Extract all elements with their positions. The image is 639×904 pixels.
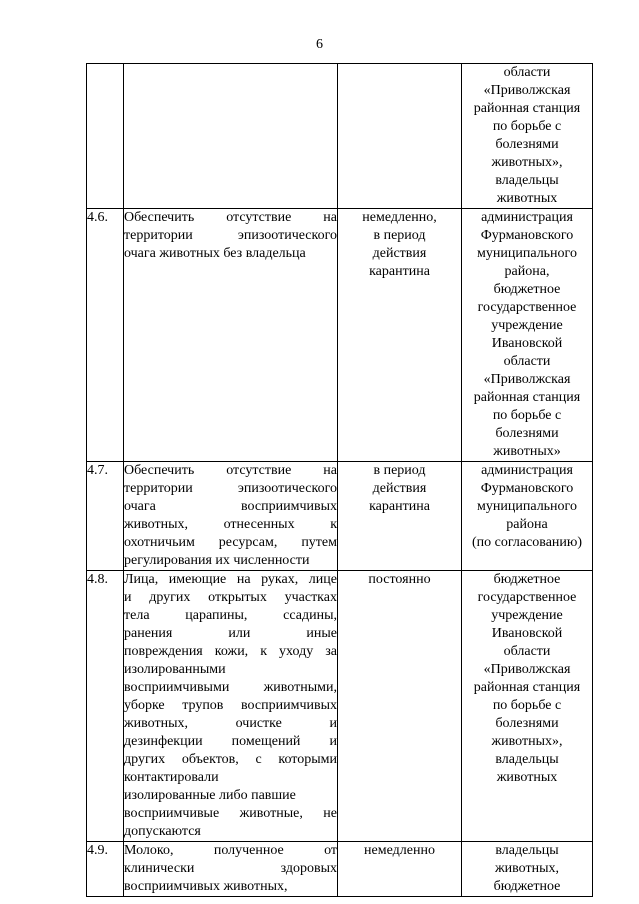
responsible-line: области bbox=[503, 354, 551, 369]
action-line: охотничьим ресурсам, путем bbox=[124, 535, 337, 550]
action-line: восприимчивые животные, не bbox=[124, 806, 337, 821]
action-line: и других открытых участках bbox=[124, 590, 337, 605]
responsible-line: районная станция bbox=[473, 680, 581, 695]
responsible-line: болезнями bbox=[495, 426, 559, 441]
action-line: восприимчивыми животными, bbox=[124, 680, 337, 695]
action-cell bbox=[124, 64, 338, 209]
action-cell bbox=[124, 462, 338, 571]
action-cell bbox=[124, 842, 338, 897]
term-cell bbox=[338, 64, 462, 209]
responsible-line: района, bbox=[504, 264, 550, 279]
responsible-line: Ивановской bbox=[491, 626, 563, 641]
term-cell bbox=[338, 842, 462, 897]
responsible-line: учреждение bbox=[491, 318, 563, 333]
responsible-line: (по согласованию) bbox=[471, 535, 583, 550]
responsible-line: Ивановской bbox=[491, 336, 563, 351]
item-number bbox=[87, 64, 124, 209]
action-cell bbox=[124, 209, 338, 462]
term-line: в период bbox=[373, 463, 426, 478]
action-line: регулирования их численности bbox=[124, 553, 310, 568]
term-line: карантина bbox=[369, 264, 430, 279]
responsible-line: «Приволжская bbox=[483, 372, 571, 387]
responsible-line: по борьбе с bbox=[492, 119, 562, 134]
action-line: дезинфекции помещений и bbox=[124, 734, 337, 749]
action-line: тела царапины, ссадины, bbox=[124, 608, 337, 623]
responsible-line: «Приволжская bbox=[483, 83, 571, 98]
action-cell bbox=[124, 571, 338, 842]
responsible-line: животных bbox=[496, 770, 558, 785]
action-line: допускаются bbox=[124, 824, 201, 839]
responsible-line: болезнями bbox=[495, 137, 559, 152]
responsible-line: животных», bbox=[491, 155, 563, 170]
term-line: постоянно bbox=[368, 572, 431, 587]
responsible-line: районная станция bbox=[473, 101, 581, 116]
item-number: 4.6. bbox=[87, 209, 124, 462]
responsible-line: животных bbox=[496, 191, 558, 206]
action-line: контактировали bbox=[124, 770, 219, 785]
action-line: изолированные либо павшие bbox=[124, 788, 296, 803]
responsible-line: районная станция bbox=[473, 390, 581, 405]
responsible-line: по борьбе с bbox=[492, 408, 562, 423]
item-number: 4.8. bbox=[87, 571, 124, 842]
responsible-line: болезнями bbox=[495, 716, 559, 731]
responsible-line: администрация bbox=[481, 210, 573, 225]
responsible-line: Фурмановского bbox=[480, 481, 574, 496]
action-line: изолированными bbox=[124, 662, 226, 677]
responsible-line: владельцы bbox=[495, 173, 559, 188]
responsible-line: администрация bbox=[481, 463, 573, 478]
responsible-line: учреждение bbox=[491, 608, 563, 623]
term-line: действия bbox=[372, 246, 427, 261]
responsible-line: государственное bbox=[477, 300, 577, 315]
action-line: Лица, имеющие на руках, лице bbox=[124, 572, 337, 587]
page-number: 6 bbox=[316, 37, 323, 52]
responsible-cell bbox=[462, 209, 593, 462]
table-row bbox=[87, 64, 593, 209]
responsible-line: государственное bbox=[477, 590, 577, 605]
term-line: немедленно bbox=[364, 843, 435, 858]
action-line: Обеспечить отсутствие на bbox=[124, 463, 337, 478]
term-cell bbox=[338, 209, 462, 462]
action-line: Молоко, полученное от bbox=[124, 843, 337, 858]
responsible-line: бюджетное bbox=[493, 572, 561, 587]
responsible-cell bbox=[462, 842, 593, 897]
responsible-line: области bbox=[503, 65, 551, 80]
table-row bbox=[87, 842, 593, 897]
measures-table bbox=[86, 63, 593, 897]
responsible-line: владельцы bbox=[495, 752, 559, 767]
term-cell bbox=[338, 571, 462, 842]
responsible-line: животных, bbox=[494, 861, 559, 876]
term-line: действия bbox=[372, 481, 427, 496]
action-line: клинически здоровых bbox=[124, 861, 337, 876]
responsible-line: бюджетное bbox=[493, 282, 561, 297]
action-line: животных, очистке и bbox=[124, 716, 337, 731]
responsible-line: животных», bbox=[491, 734, 563, 749]
action-line: восприимчивых животных, bbox=[124, 879, 288, 894]
responsible-line: района bbox=[506, 517, 548, 532]
responsible-line: «Приволжская bbox=[483, 662, 571, 677]
action-line: других объектов, с которыми bbox=[124, 752, 337, 767]
action-line: территории эпизоотического bbox=[124, 481, 337, 496]
action-line: очага восприимчивых bbox=[124, 499, 337, 514]
term-line: немедленно, bbox=[362, 210, 437, 225]
responsible-line: муниципального bbox=[477, 246, 577, 261]
responsible-line: муниципального bbox=[477, 499, 577, 514]
table-row bbox=[87, 209, 593, 462]
action-line: повреждения кожи, к уходу за bbox=[124, 644, 337, 659]
action-line: уборке трупов восприимчивых bbox=[124, 698, 337, 713]
responsible-line: бюджетное bbox=[493, 879, 561, 894]
term-line: в период bbox=[373, 228, 426, 243]
responsible-line: области bbox=[503, 644, 551, 659]
item-number: 4.9. bbox=[87, 842, 124, 897]
action-line: животных, отнесенных к bbox=[124, 517, 337, 532]
responsible-line: Фурмановского bbox=[480, 228, 574, 243]
table-row bbox=[87, 462, 593, 571]
term-cell bbox=[338, 462, 462, 571]
responsible-cell bbox=[462, 571, 593, 842]
item-number: 4.7. bbox=[87, 462, 124, 571]
action-line: территории эпизоотического bbox=[124, 228, 337, 243]
action-line: очага животных без владельца bbox=[124, 246, 306, 261]
term-line: карантина bbox=[369, 499, 430, 514]
action-line: ранения или иные bbox=[124, 626, 337, 641]
responsible-line: владельцы bbox=[495, 843, 559, 858]
responsible-line: по борьбе с bbox=[492, 698, 562, 713]
action-line: Обеспечить отсутствие на bbox=[124, 210, 337, 225]
table-row bbox=[87, 571, 593, 842]
responsible-cell bbox=[462, 462, 593, 571]
responsible-cell bbox=[462, 64, 593, 209]
responsible-line: животных» bbox=[493, 444, 561, 459]
